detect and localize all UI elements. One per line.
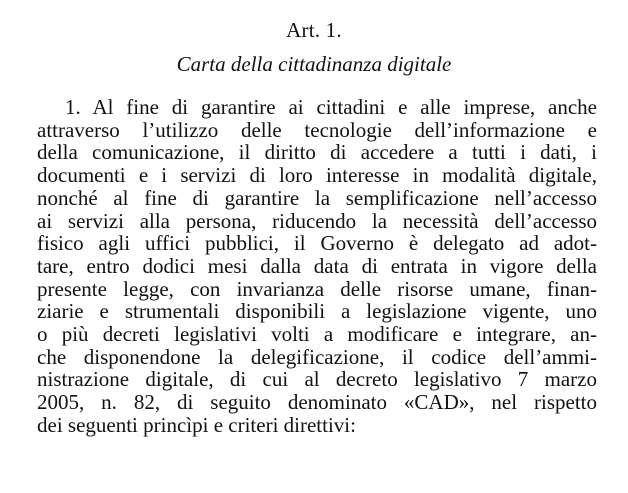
article-title: Carta della cittadinanza digitale	[176, 52, 452, 76]
paragraph-line: attraverso l’utilizzo delle tecnologie dell’informazione e	[37, 117, 597, 142]
paragraph-line: che disponendone la delegificazione, il codice dell’ammi-	[37, 344, 597, 369]
paragraph-line: della comunicazione, il diritto di accedere a tutti i dati, i	[37, 140, 597, 165]
paragraph-line: o più decreti legislativi volti a modificare e integrare, an-	[37, 322, 597, 347]
paragraph-line: ai servizi alla persona, riducendo la necessità dell’accesso	[37, 208, 597, 233]
paragraph-line: nonché al fine di garantire la semplificazione nell’accesso	[37, 185, 597, 210]
paragraph-line: ziarie e strumentali disponibili a legislazione vigente, uno	[37, 299, 597, 324]
paragraph-line: fisico agli uffici pubblici, il Governo è delegato ad adot-	[37, 231, 597, 256]
paragraph-line: 2005, n. 82, di seguito denominato «CAD», nel rispetto	[37, 390, 597, 415]
article-number: Art. 1.	[286, 18, 342, 42]
paragraph-line: presente legge, con invarianza delle risorse umane, finan-	[37, 276, 597, 301]
paragraph-line: documenti e i servizi di loro interesse in modalità digitale,	[37, 163, 597, 188]
paragraph-line: tare, entro dodici mesi dalla data di entrata in vigore della	[37, 253, 597, 278]
paragraph-line: 1. Al fine di garantire ai cittadini e alle imprese, anche	[65, 95, 597, 119]
paragraph-line: nistrazione digitale, di cui al decreto legislativo 7 marzo	[37, 367, 597, 392]
paragraph-line: dei seguenti princìpi e criteri direttivi:	[37, 412, 356, 437]
article-paragraph	[37, 96, 597, 437]
